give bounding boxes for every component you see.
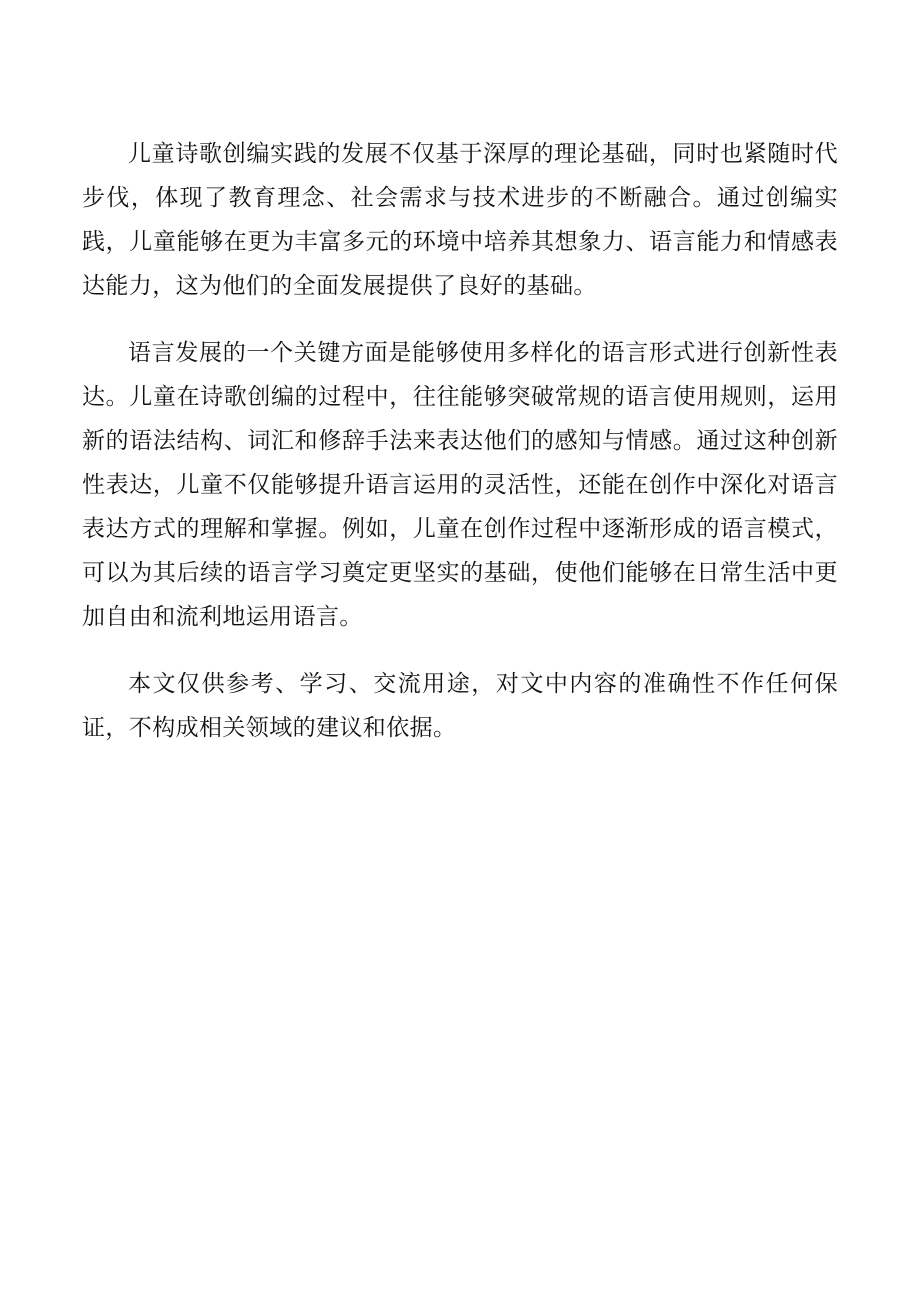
- paragraph-language-development: 语言发展的一个关键方面是能够使用多样化的语言形式进行创新性表达。儿童在诗歌创编的过程中，往往能够突破常规的语言使用规则，运用新的语法结构、词汇和修辞手法来表达他们的感知与情感。通过这种创新性表达，儿童不仅能够提升语言运用的灵活性，还能在创作中深化对语言表达方式的理解和掌握。例如，儿童在创作过程中逐渐形成的语言模式，可以为其后续的语言学习奠定更坚实的基础，使他们能够在日常生活中更加自由和流利地运用语言。: [82, 340, 838, 630]
- paragraph-theory: 儿童诗歌创编实践的发展不仅基于深厚的理论基础，同时也紧随时代步伐，体现了教育理念、社会需求与技术进步的不断融合。通过创编实践，儿童能够在更为丰富多元的环境中培养其想象力、语言能力和情感表达能力，这为他们的全面发展提供了良好的基础。: [82, 141, 838, 299]
- document-body: [82, 132, 838, 773]
- paragraph-disclaimer: 本文仅供参考、学习、交流用途，对文中内容的准确性不作任何保证，不构成相关领域的建议和依据。: [82, 671, 838, 741]
